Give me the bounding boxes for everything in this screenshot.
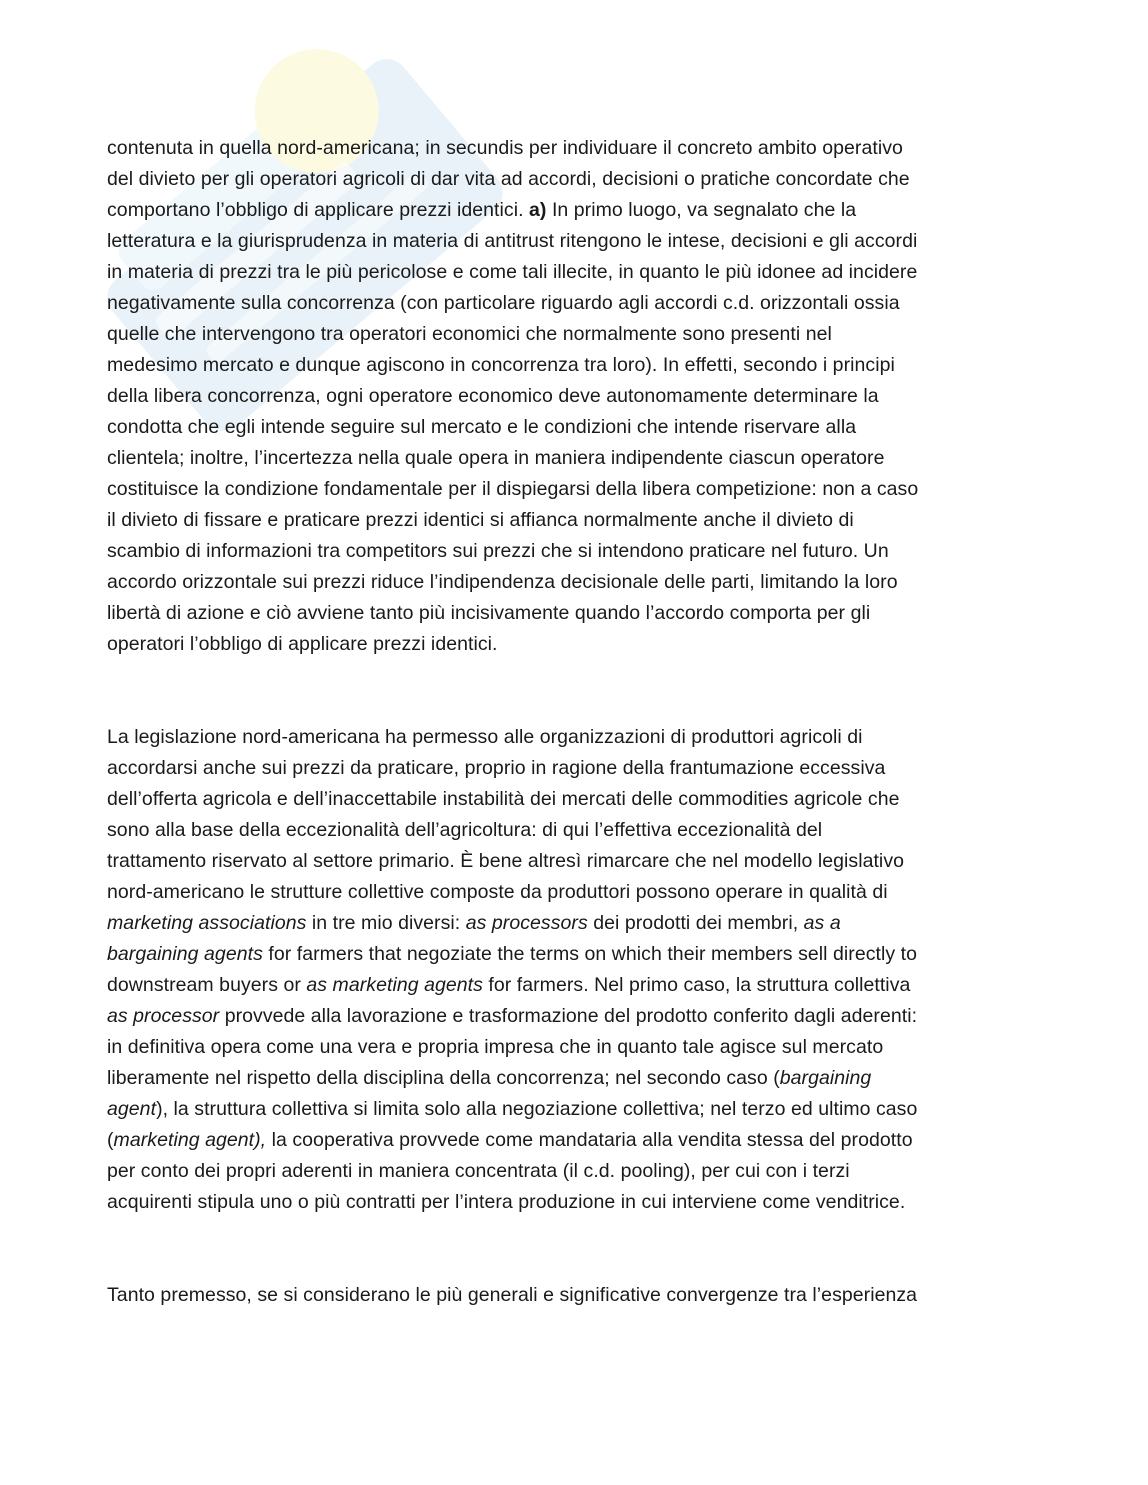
text-run: dell’offerta agricola e dell’inaccettabile instabilità dei mercati delle commodities agricole che [107, 788, 900, 810]
text-line [107, 443, 1042, 474]
text-line [107, 164, 1042, 195]
text-run: downstream buyers or [107, 974, 307, 996]
text-run: il divieto di fissare e praticare prezzi identici si affianca normalmente anche il divieto di [107, 509, 854, 531]
text-line [107, 1032, 1042, 1063]
text-run: liberamente nel rispetto della disciplina della concorrenza; nel secondo caso ( [107, 1067, 780, 1089]
italic-text: marketing associations [107, 912, 307, 934]
text-line [107, 1125, 1042, 1156]
italic-text: as marketing agents [306, 974, 483, 996]
text-run: for farmers that negoziate the terms on which their members sell directly to [262, 943, 917, 965]
text-run: comportano l’obbligo di applicare prezzi identici. [107, 199, 530, 221]
text-line [107, 939, 1042, 970]
text-line [107, 598, 1042, 629]
bold-text: a) [529, 199, 547, 221]
text-run: dei prodotti dei membri, [587, 912, 804, 934]
text-run: letteratura e la giurisprudenza in materia di antitrust ritengono le intese, decisioni e gli accordi [107, 230, 918, 252]
text-run: for farmers. Nel primo caso, la struttura collettiva [482, 974, 911, 996]
text-line [107, 226, 1042, 257]
text-run: contenuta in quella nord-americana; in secundis per individuare il concreto ambito operativo [107, 137, 903, 159]
document-body [107, 133, 1042, 1311]
text-line [107, 877, 1042, 908]
text-line [107, 629, 1042, 660]
text-run: accordo orizzontale sui prezzi riduce l’indipendenza decisionale delle parti, limitando la loro [107, 571, 898, 593]
text-line [107, 1280, 1042, 1311]
text-line [107, 1001, 1042, 1032]
text-line [107, 288, 1042, 319]
italic-text: as processors [465, 912, 588, 934]
text-line [107, 257, 1042, 288]
text-run: in materia di prezzi tra le più pericolose e come tali illecite, in quanto le più idonee ad incidere [107, 261, 918, 283]
italic-text: agent [107, 1098, 157, 1120]
text-line [107, 412, 1042, 443]
text-line [107, 350, 1042, 381]
text-run: in tre mio diversi: [306, 912, 466, 934]
text-line [107, 722, 1042, 753]
text-run: operatori l’obbligo di applicare prezzi identici. [107, 633, 498, 655]
italic-text: as a [803, 912, 841, 934]
text-run: della libera concorrenza, ogni operatore economico deve autonomamente determinare la [107, 385, 879, 407]
text-run: Tanto premesso, se si considerano le più generali e significative convergenze tra l’esperienza [107, 1284, 918, 1306]
text-run: provvede alla lavorazione e trasformazione del prodotto conferito dagli aderenti: [219, 1005, 918, 1027]
text-run: clientela; inoltre, l’incertezza nella quale opera in maniera indipendente ciascun operatore [107, 447, 885, 469]
text-line [107, 908, 1042, 939]
text-run: medesimo mercato e dunque agiscono in concorrenza tra loro). In effetti, secondo i principi [107, 354, 895, 376]
text-line [107, 536, 1042, 567]
text-run: condotta che egli intende seguire sul mercato e le condizioni che intende riservare alla [107, 416, 857, 438]
italic-text: bargaining agents [107, 943, 263, 965]
paragraph [107, 133, 1042, 660]
text-line [107, 319, 1042, 350]
text-run: negativamente sulla concorrenza (con particolare riguardo agli accordi c.d. orizzontali ossia [107, 292, 900, 314]
text-run: sono alla base della eccezionalità dell’agricoltura: di qui l’effettiva eccezionalità del [107, 819, 823, 841]
paragraph [107, 1280, 1042, 1311]
text-run: accordarsi anche sui prezzi da praticare, proprio in ragione della frantumazione eccessiva [107, 757, 886, 779]
text-run: nord-americano le strutture collettive composte da produttori possono operare in qualità di [107, 881, 888, 903]
italic-text: marketing agent), [113, 1129, 267, 1151]
text-run: in definitiva opera come una vera e propria impresa che in quanto tale agisce sul mercato [107, 1036, 884, 1058]
text-line [107, 753, 1042, 784]
text-line [107, 1187, 1042, 1218]
text-run: La legislazione nord-americana ha permesso alle organizzazioni di produttori agricoli di [107, 726, 863, 748]
text-line [107, 1063, 1042, 1094]
text-line [107, 133, 1042, 164]
italic-text: bargaining [779, 1067, 872, 1089]
text-run: libertà di azione e ciò avviene tanto più incisivamente quando l’accordo comporta per gli [107, 602, 871, 624]
text-line [107, 846, 1042, 877]
paragraph [107, 722, 1042, 1218]
text-line [107, 784, 1042, 815]
text-run: In primo luogo, va segnalato che la [546, 199, 857, 221]
text-run: del divieto per gli operatori agricoli di dar vita ad accordi, decisioni o pratiche concordate che [107, 168, 910, 190]
text-line [107, 505, 1042, 536]
text-run: costituisce la condizione fondamentale per il dispiegarsi della libera competizione: non a caso [107, 478, 919, 500]
text-run: ), la struttura collettiva si limita solo alla negoziazione collettiva; nel terzo ed ultimo caso [156, 1098, 918, 1120]
text-line [107, 815, 1042, 846]
text-line [107, 195, 1042, 226]
text-run: acquirenti stipula uno o più contratti per l’intera produzione in cui interviene come venditrice. [107, 1191, 906, 1213]
text-line [107, 1156, 1042, 1187]
text-line [107, 1094, 1042, 1125]
text-run: quelle che intervengono tra operatori economici che normalmente sono presenti nel [107, 323, 832, 345]
text-run: scambio di informazioni tra competitors sui prezzi che si intendono praticare nel futuro. Un [107, 540, 889, 562]
text-line [107, 381, 1042, 412]
text-run: la cooperativa provvede come mandataria alla vendita stessa del prodotto [266, 1129, 913, 1151]
text-line [107, 970, 1042, 1001]
text-run: ( [107, 1129, 114, 1151]
text-run: trattamento riservato al settore primario. È bene altresì rimarcare che nel modello legislativo [107, 850, 905, 872]
italic-text: as processor [107, 1005, 220, 1027]
text-run: per conto dei propri aderenti in maniera concentrata (il c.d. pooling), per cui con i terzi [107, 1160, 850, 1182]
text-line [107, 567, 1042, 598]
text-line [107, 474, 1042, 505]
